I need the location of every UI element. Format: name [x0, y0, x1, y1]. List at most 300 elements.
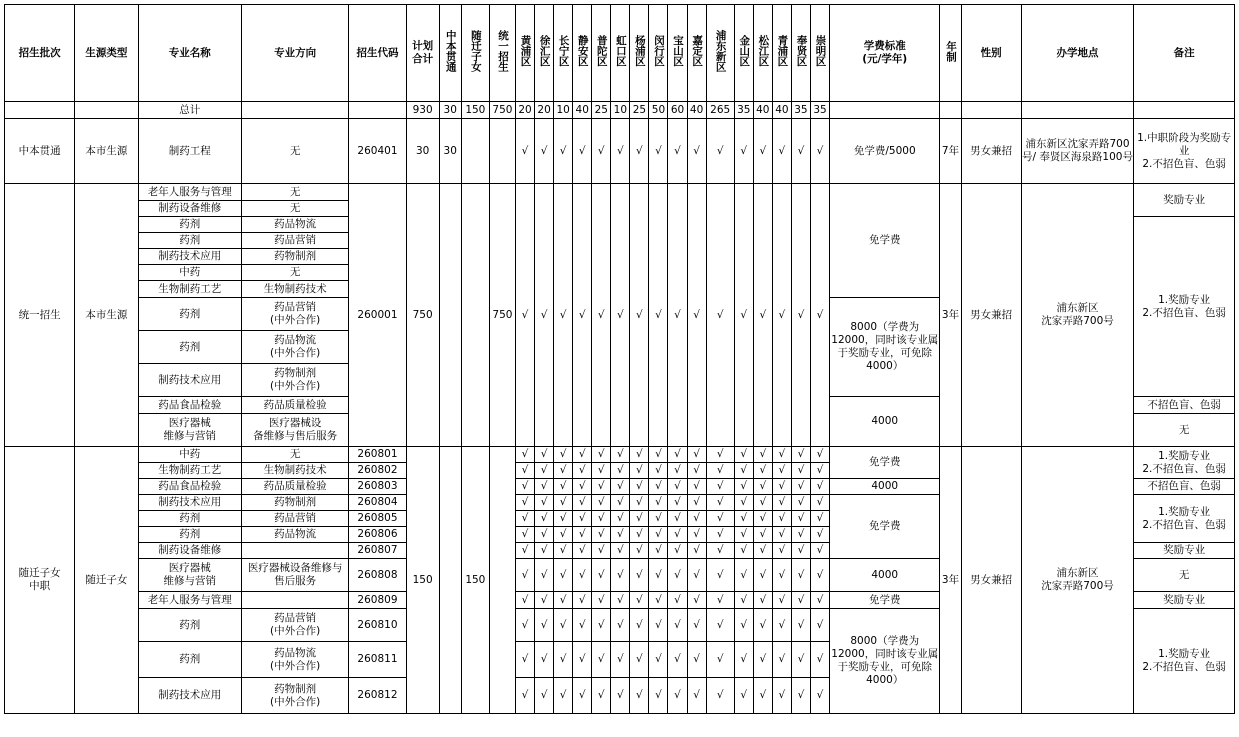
district-check: √ [687, 511, 706, 527]
remark-cell: 奖励专业 [1134, 592, 1235, 609]
district-check: √ [535, 559, 554, 592]
district-check: √ [753, 119, 772, 184]
district-check: √ [649, 119, 668, 184]
header-district: 嘉定区 [687, 5, 706, 102]
district-check: √ [810, 495, 829, 511]
total-district: 60 [668, 102, 687, 119]
header-years: 年制 [940, 5, 961, 102]
fee-cell: 免学费/5000 [830, 119, 940, 184]
code-cell: 260807 [349, 543, 406, 559]
district-check: √ [706, 511, 734, 527]
district-check: √ [535, 511, 554, 527]
district-check: √ [592, 119, 611, 184]
district-check: √ [630, 463, 649, 479]
total-district: 10 [554, 102, 573, 119]
total-label: 总计 [138, 102, 241, 119]
district-check: √ [535, 543, 554, 559]
district-check: √ [791, 447, 810, 463]
header-district: 浦东新区 [706, 5, 734, 102]
major-cell: 药品食品检验 [138, 479, 241, 495]
direction-cell: 药品营销 [241, 233, 348, 249]
district-check: √ [515, 592, 534, 609]
district-check: √ [687, 609, 706, 642]
fee-cell: 8000（学费为12000，同时该专业属于奖励专业，可免除4000） [830, 609, 940, 714]
header-sqzn: 随迁子女 [461, 5, 489, 102]
total-code [349, 102, 406, 119]
district-check: √ [630, 527, 649, 543]
district-check: √ [810, 609, 829, 642]
district-check: √ [734, 463, 753, 479]
major-cell: 生物制药工艺 [138, 463, 241, 479]
district-check: √ [611, 642, 630, 678]
district-check: √ [592, 463, 611, 479]
district-check: √ [611, 447, 630, 463]
district-check: √ [515, 609, 534, 642]
location-cell: 浦东新区 沈家弄路700号 [1021, 184, 1133, 447]
district-check: √ [630, 609, 649, 642]
gender-cell: 男女兼招 [961, 184, 1021, 447]
district-check: √ [554, 543, 573, 559]
major-cell: 药剂 [138, 233, 241, 249]
major-cell: 药剂 [138, 217, 241, 233]
source-cell: 本市生源 [75, 119, 138, 184]
district-check: √ [573, 184, 592, 447]
district-check: √ [573, 543, 592, 559]
district-check: √ [554, 642, 573, 678]
code-cell: 260810 [349, 609, 406, 642]
district-check: √ [554, 678, 573, 714]
district-check: √ [592, 609, 611, 642]
district-check: √ [687, 479, 706, 495]
header-tyzs: 统一招生 [489, 5, 515, 102]
header-district: 徐汇区 [535, 5, 554, 102]
total-tyzs: 750 [489, 102, 515, 119]
district-check: √ [592, 678, 611, 714]
code-cell: 260804 [349, 495, 406, 511]
district-check: √ [734, 543, 753, 559]
major-cell: 老年人服务与管理 [138, 592, 241, 609]
fee-cell: 4000 [830, 397, 940, 447]
district-check: √ [630, 119, 649, 184]
header-location: 办学地点 [1021, 5, 1133, 102]
district-check: √ [706, 447, 734, 463]
header-row [5, 5, 1235, 102]
district-check: √ [772, 527, 791, 543]
district-check: √ [753, 592, 772, 609]
district-check: √ [649, 559, 668, 592]
district-check: √ [706, 559, 734, 592]
header-district: 普陀区 [592, 5, 611, 102]
total-district: 35 [810, 102, 829, 119]
header-district: 黄浦区 [515, 5, 534, 102]
batch-cell: 中本贯通 [5, 119, 75, 184]
header-district: 宝山区 [668, 5, 687, 102]
major-cell: 药剂 [138, 511, 241, 527]
remark-cell: 1.中职阶段为奖励专业 2.不招色盲、色弱 [1134, 119, 1235, 184]
district-check: √ [791, 592, 810, 609]
total-district: 35 [791, 102, 810, 119]
direction-cell: 医疗器械设备维修与 售后服务 [241, 559, 348, 592]
district-check: √ [753, 543, 772, 559]
major-cell: 医疗器械 维修与营销 [138, 559, 241, 592]
major-cell: 药剂 [138, 331, 241, 364]
district-check: √ [649, 184, 668, 447]
district-check: √ [649, 527, 668, 543]
district-check: √ [630, 447, 649, 463]
district-check: √ [772, 479, 791, 495]
district-check: √ [791, 527, 810, 543]
direction-cell: 药物制剂 [241, 249, 348, 265]
fee-cell: 免学费 [830, 447, 940, 479]
district-check: √ [592, 495, 611, 511]
district-check: √ [573, 592, 592, 609]
district-check: √ [772, 463, 791, 479]
direction-cell: 药品质量检验 [241, 397, 348, 414]
district-check: √ [554, 559, 573, 592]
header-district: 长宁区 [554, 5, 573, 102]
major-cell: 老年人服务与管理 [138, 184, 241, 201]
district-check: √ [630, 592, 649, 609]
district-check: √ [706, 119, 734, 184]
district-check: √ [611, 184, 630, 447]
plan-cell: 30 [406, 119, 439, 184]
district-check: √ [668, 479, 687, 495]
direction-cell: 无 [241, 447, 348, 463]
district-check: √ [791, 543, 810, 559]
fee-cell: 免学费 [830, 592, 940, 609]
code-cell: 260401 [349, 119, 406, 184]
district-check: √ [592, 642, 611, 678]
district-check: √ [649, 678, 668, 714]
district-check: √ [668, 527, 687, 543]
major-cell: 医疗器械 维修与营销 [138, 414, 241, 447]
district-check: √ [535, 447, 554, 463]
code-cell: 260801 [349, 447, 406, 463]
district-check: √ [592, 511, 611, 527]
district-check: √ [772, 543, 791, 559]
source-cell: 随迁子女 [75, 447, 138, 714]
district-check: √ [706, 184, 734, 447]
total-row [5, 102, 1235, 119]
major-cell: 制药工程 [138, 119, 241, 184]
code-cell: 260001 [349, 184, 406, 447]
district-check: √ [687, 559, 706, 592]
remark-cell: 无 [1134, 414, 1235, 447]
header-district: 虹口区 [611, 5, 630, 102]
district-check: √ [772, 511, 791, 527]
district-check: √ [573, 119, 592, 184]
district-check: √ [810, 463, 829, 479]
district-check: √ [649, 609, 668, 642]
district-check: √ [535, 495, 554, 511]
district-check: √ [734, 527, 753, 543]
district-check: √ [810, 543, 829, 559]
direction-cell [241, 592, 348, 609]
district-check: √ [687, 447, 706, 463]
district-check: √ [668, 642, 687, 678]
major-cell: 药剂 [138, 642, 241, 678]
district-check: √ [554, 184, 573, 447]
district-check: √ [611, 511, 630, 527]
district-check: √ [810, 678, 829, 714]
header-district: 杨浦区 [630, 5, 649, 102]
district-check: √ [810, 642, 829, 678]
district-check: √ [772, 678, 791, 714]
sqzn-count-cell [461, 184, 489, 447]
header-district: 闵行区 [649, 5, 668, 102]
district-check: √ [554, 479, 573, 495]
major-cell: 药剂 [138, 298, 241, 331]
district-check: √ [630, 184, 649, 447]
district-check: √ [791, 511, 810, 527]
code-cell: 260802 [349, 463, 406, 479]
code-cell: 260812 [349, 678, 406, 714]
direction-cell: 药品营销 (中外合作) [241, 298, 348, 331]
district-check: √ [630, 495, 649, 511]
district-check: √ [611, 678, 630, 714]
district-check: √ [810, 511, 829, 527]
remark-cell: 1.奖励专业 2.不招色盲、色弱 [1134, 495, 1235, 543]
district-check: √ [573, 479, 592, 495]
total-district: 50 [649, 102, 668, 119]
header-major: 专业名称 [138, 5, 241, 102]
district-check: √ [753, 511, 772, 527]
district-check: √ [734, 559, 753, 592]
major-cell: 中药 [138, 265, 241, 281]
header-batch: 招生批次 [5, 5, 75, 102]
district-check: √ [573, 609, 592, 642]
direction-cell: 无 [241, 201, 348, 217]
district-check: √ [706, 609, 734, 642]
district-check: √ [772, 559, 791, 592]
district-check: √ [649, 642, 668, 678]
district-check: √ [810, 479, 829, 495]
total-district: 40 [753, 102, 772, 119]
total-remark [1134, 102, 1235, 119]
district-check: √ [515, 527, 534, 543]
direction-cell: 药品质量检验 [241, 479, 348, 495]
header-remark: 备注 [1134, 5, 1235, 102]
district-check: √ [734, 642, 753, 678]
district-check: √ [791, 678, 810, 714]
district-check: √ [515, 642, 534, 678]
direction-cell [241, 543, 348, 559]
district-check: √ [772, 609, 791, 642]
district-check: √ [611, 495, 630, 511]
total-batch [5, 102, 75, 119]
remark-cell: 1.奖励专业 2.不招色盲、色弱 [1134, 447, 1235, 479]
district-check: √ [687, 543, 706, 559]
district-check: √ [753, 447, 772, 463]
district-check: √ [554, 463, 573, 479]
batch-cell: 随迁子女 中职 [5, 447, 75, 714]
district-check: √ [515, 479, 534, 495]
header-district: 松江区 [753, 5, 772, 102]
direction-cell: 无 [241, 184, 348, 201]
district-check: √ [734, 479, 753, 495]
direction-cell: 药品物流 (中外合作) [241, 642, 348, 678]
years-cell: 3年 [940, 447, 961, 714]
district-check: √ [630, 559, 649, 592]
district-check: √ [791, 609, 810, 642]
admission-plan-table [4, 4, 1235, 714]
district-check: √ [810, 559, 829, 592]
district-check: √ [668, 592, 687, 609]
code-cell: 260806 [349, 527, 406, 543]
district-check: √ [611, 559, 630, 592]
total-district: 265 [706, 102, 734, 119]
district-check: √ [515, 511, 534, 527]
header-zbgt: 中本贯通 [439, 5, 461, 102]
district-check: √ [668, 495, 687, 511]
district-check: √ [753, 559, 772, 592]
total-fee [830, 102, 940, 119]
district-check: √ [573, 527, 592, 543]
district-check: √ [706, 642, 734, 678]
district-check: √ [791, 559, 810, 592]
remark-cell: 1.奖励专业 2.不招色盲、色弱 [1134, 609, 1235, 714]
major-cell: 制药技术应用 [138, 249, 241, 265]
district-check: √ [734, 119, 753, 184]
district-check: √ [515, 463, 534, 479]
district-check: √ [753, 678, 772, 714]
code-cell: 260811 [349, 642, 406, 678]
district-check: √ [592, 479, 611, 495]
district-check: √ [734, 511, 753, 527]
code-cell: 260808 [349, 559, 406, 592]
district-check: √ [611, 609, 630, 642]
major-cell: 中药 [138, 447, 241, 463]
header-district: 崇明区 [810, 5, 829, 102]
district-check: √ [668, 447, 687, 463]
district-check: √ [554, 447, 573, 463]
district-check: √ [706, 543, 734, 559]
district-check: √ [706, 678, 734, 714]
district-check: √ [772, 495, 791, 511]
sqzn-row [5, 447, 1235, 463]
fee-cell: 4000 [830, 559, 940, 592]
district-check: √ [535, 119, 554, 184]
district-check: √ [668, 559, 687, 592]
district-check: √ [649, 479, 668, 495]
district-check: √ [772, 119, 791, 184]
district-check: √ [706, 527, 734, 543]
district-check: √ [772, 184, 791, 447]
major-cell: 制药技术应用 [138, 678, 241, 714]
district-check: √ [573, 511, 592, 527]
zbgt-count-cell [439, 184, 461, 447]
header-fee: 学费标准 (元/学年) [830, 5, 940, 102]
district-check: √ [706, 592, 734, 609]
district-check: √ [810, 592, 829, 609]
district-check: √ [554, 609, 573, 642]
district-check: √ [772, 642, 791, 678]
district-check: √ [734, 678, 753, 714]
district-check: √ [734, 592, 753, 609]
district-check: √ [687, 463, 706, 479]
district-check: √ [734, 495, 753, 511]
direction-cell: 医疗器械设 备维修与售后服务 [241, 414, 348, 447]
district-check: √ [630, 678, 649, 714]
major-cell: 药品食品检验 [138, 397, 241, 414]
district-check: √ [611, 543, 630, 559]
admission-plan-document [4, 4, 1235, 714]
district-check: √ [535, 184, 554, 447]
code-cell: 260809 [349, 592, 406, 609]
total-plan: 930 [406, 102, 439, 119]
district-check: √ [554, 511, 573, 527]
district-check: √ [592, 592, 611, 609]
district-check: √ [573, 495, 592, 511]
district-check: √ [611, 463, 630, 479]
district-check: √ [687, 495, 706, 511]
total-district: 10 [611, 102, 630, 119]
major-cell: 制药设备维修 [138, 543, 241, 559]
district-check: √ [573, 463, 592, 479]
sqzn-count-cell: 150 [461, 447, 489, 714]
plan-cell: 750 [406, 184, 439, 447]
district-check: √ [753, 479, 772, 495]
remark-cell: 无 [1134, 559, 1235, 592]
district-check: √ [535, 642, 554, 678]
district-check: √ [668, 184, 687, 447]
location-cell: 浦东新区沈家弄路700号/ 奉贤区海泉路100号 [1021, 119, 1133, 184]
district-check: √ [734, 609, 753, 642]
district-check: √ [535, 527, 554, 543]
district-check: √ [535, 463, 554, 479]
major-cell: 制药技术应用 [138, 495, 241, 511]
source-cell: 本市生源 [75, 184, 138, 447]
district-check: √ [772, 447, 791, 463]
district-check: √ [592, 543, 611, 559]
district-check: √ [573, 559, 592, 592]
plan-cell: 150 [406, 447, 439, 714]
district-check: √ [753, 609, 772, 642]
total-district: 20 [515, 102, 534, 119]
district-check: √ [810, 119, 829, 184]
district-check: √ [554, 119, 573, 184]
fee-cell: 免学费 [830, 495, 940, 559]
district-check: √ [668, 463, 687, 479]
fee-cell: 4000 [830, 479, 940, 495]
total-direction [241, 102, 348, 119]
direction-cell: 生物制药技术 [241, 281, 348, 298]
district-check: √ [592, 447, 611, 463]
code-cell: 260803 [349, 479, 406, 495]
direction-cell: 药品营销 [241, 511, 348, 527]
district-check: √ [611, 592, 630, 609]
remark-cell: 不招色盲、色弱 [1134, 397, 1235, 414]
district-check: √ [573, 447, 592, 463]
district-check: √ [649, 463, 668, 479]
district-check: √ [649, 495, 668, 511]
total-source [75, 102, 138, 119]
district-check: √ [791, 495, 810, 511]
remark-cell: 1.奖励专业 2.不招色盲、色弱 [1134, 217, 1235, 397]
zbgt-count-cell: 30 [439, 119, 461, 184]
district-check: √ [554, 592, 573, 609]
district-check: √ [515, 495, 534, 511]
total-district: 40 [573, 102, 592, 119]
major-cell: 药剂 [138, 527, 241, 543]
direction-cell: 药物制剂 [241, 495, 348, 511]
total-district: 25 [630, 102, 649, 119]
total-district: 20 [535, 102, 554, 119]
district-check: √ [611, 479, 630, 495]
major-cell: 生物制药工艺 [138, 281, 241, 298]
zbgt-count-cell [439, 447, 461, 714]
district-check: √ [668, 119, 687, 184]
